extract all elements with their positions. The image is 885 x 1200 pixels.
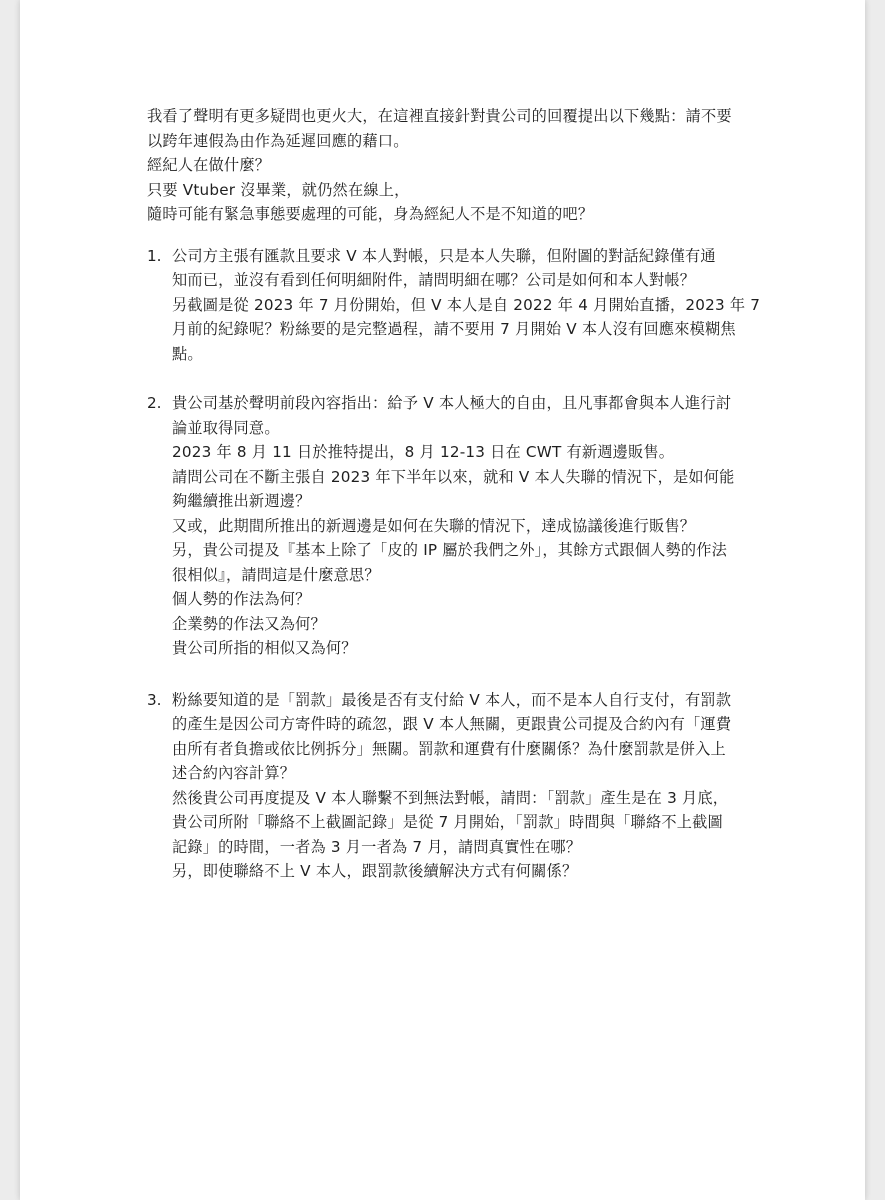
text-line: 夠繼續推出新週邊？ bbox=[172, 492, 311, 510]
intro-line: 經紀人在做什麼？ bbox=[147, 156, 271, 174]
text-line: 很相似』，請問這是什麼意思？ bbox=[172, 565, 380, 584]
text-line: 請問公司在不斷主張自 2023 年下半年以來，就和 V 本人失聯的情況下，是如何能 bbox=[172, 467, 735, 486]
text-line: 點。 bbox=[172, 344, 203, 363]
text-line: 貴公司所指的相似又為何？ bbox=[172, 639, 357, 657]
list-item-text bbox=[172, 688, 767, 884]
document-page bbox=[20, 0, 865, 1200]
text-line: 記錄」的時間，一者為 3 月一者為 7 月，請問真實性在哪？ bbox=[172, 837, 582, 856]
text-line: 公司方主張有匯款且要求 V 本人對帳，只是本人失聯，但附圖的對話紀錄僅有通 bbox=[172, 246, 716, 265]
list-item-text bbox=[172, 244, 767, 367]
text-line: 個人勢的作法為何？ bbox=[172, 590, 311, 608]
intro-line: 只要 Vtuber 沒畢業，就仍然在線上， bbox=[147, 180, 410, 199]
text-line: 粉絲要知道的是「罰款」最後是否有支付給 V 本人，而不是本人自行支付，有罰款 bbox=[172, 690, 732, 709]
list-number: 1. bbox=[147, 246, 162, 265]
list-item-text bbox=[172, 391, 767, 661]
list-item-1 bbox=[147, 244, 767, 367]
intro-line: 以跨年連假為由作為延遲回應的藉口。 bbox=[147, 131, 409, 150]
list-item-3 bbox=[147, 688, 767, 884]
text-line: 然後貴公司再度提及 V 本人聯繫不到無法對帳，請問：「罰款」產生是在 3 月底， bbox=[172, 788, 729, 807]
list-number: 3. bbox=[147, 690, 162, 709]
text-line: 的產生是因公司方寄件時的疏忽，跟 V 本人無關，更跟貴公司提及合約內有「運費 bbox=[172, 715, 732, 733]
text-line: 貴公司基於聲明前段內容指出：給予 V 本人極大的自由，且凡事都會與本人進行討 bbox=[172, 394, 732, 412]
text-line: 貴公司所附「聯絡不上截圖記錄」是從 7 月開始，「罰款」時間與「聯絡不上截圖 bbox=[172, 813, 723, 831]
list-number: 2. bbox=[147, 394, 162, 412]
text-line: 論並取得同意。 bbox=[172, 418, 280, 437]
text-line: 月前的紀錄呢？粉絲要的是完整過程，請不要用 7 月開始 V 本人沒有回應來模糊焦 bbox=[172, 320, 736, 338]
intro-line: 我看了聲明有更多疑問也更火大，在這裡直接針對貴公司的回覆提出以下幾點：請不要 bbox=[147, 107, 732, 125]
text-line: 又或，此期間所推出的新週邊是如何在失聯的情況下，達成協議後進行販售？ bbox=[172, 516, 696, 535]
text-line: 另，貴公司提及『基本上除了「皮的 IP 屬於我們之外」，其餘方式跟個人勢的作法 bbox=[172, 541, 728, 559]
text-line: 另，即使聯絡不上 V 本人，跟罰款後續解決方式有何關係？ bbox=[172, 862, 578, 880]
text-line: 知而已，並沒有看到任何明細附件，請問明細在哪？公司是如何和本人對帳？ bbox=[172, 271, 696, 289]
text-line: 由所有者負擔或依比例拆分」無關。罰款和運費有什麼關係？為什麼罰款是併入上 bbox=[172, 739, 726, 758]
list-item-2 bbox=[147, 391, 767, 661]
text-line: 述合約內容計算？ bbox=[172, 764, 296, 782]
text-line: 2023 年 8 月 11 日於推特提出，8 月 12-13 日在 CWT 有新週邊販售。 bbox=[172, 443, 675, 461]
text-line: 另截圖是從 2023 年 7 月份開始，但 V 本人是自 2022 年 4 月開始直播，2023 年 7 bbox=[172, 295, 761, 314]
intro-paragraph bbox=[147, 104, 767, 227]
document-body bbox=[147, 104, 767, 884]
text-line: 企業勢的作法又為何？ bbox=[172, 614, 326, 633]
intro-line: 隨時可能有緊急事態要處理的可能，身為經紀人不是不知道的吧？ bbox=[147, 205, 594, 223]
